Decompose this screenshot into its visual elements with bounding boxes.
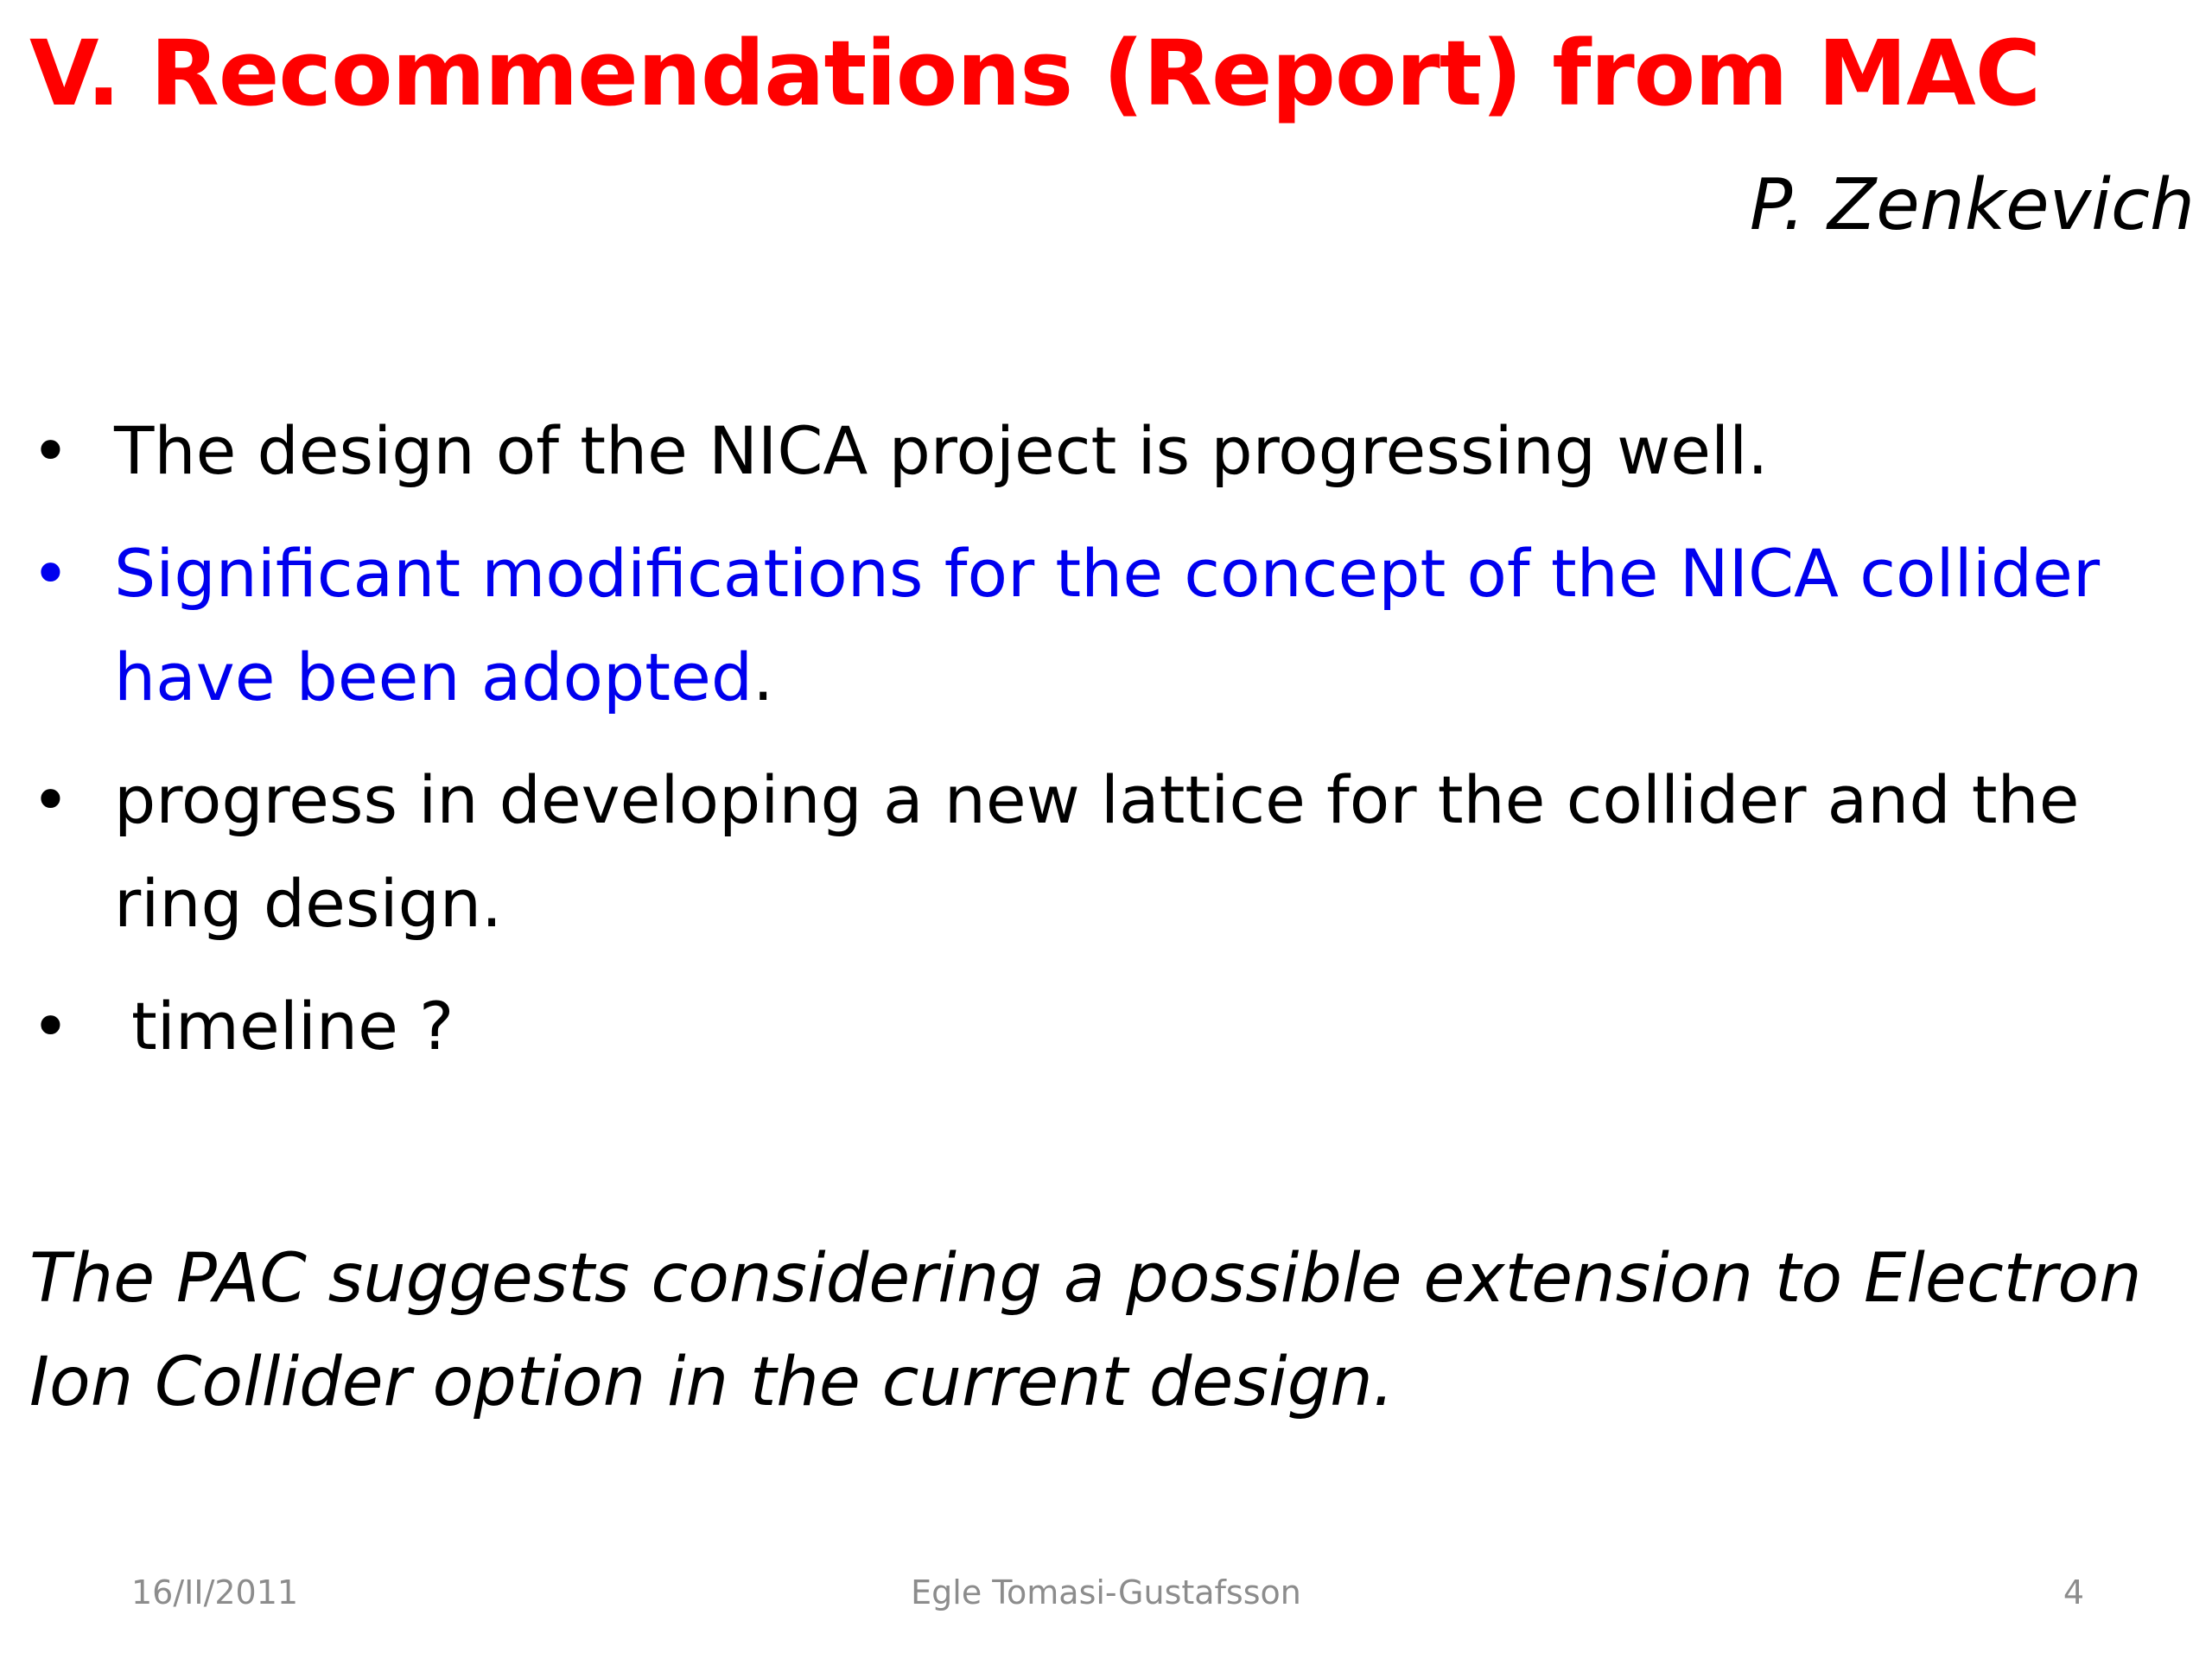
bullet-item-design-progress xyxy=(0,399,2212,503)
footer-page-number: 4 xyxy=(2063,1573,2084,1611)
bullet-marker: • xyxy=(31,988,70,1065)
bullet-item-modifications xyxy=(0,522,2212,729)
slide-author: P. Zenkevich xyxy=(1749,164,2195,246)
bullet-text-period: . xyxy=(753,639,774,715)
bullet-item-lattice-progress xyxy=(0,748,2212,956)
bullet-marker: • xyxy=(31,535,70,612)
bullet-text-highlighted: Significant modifications for the concept of the NICA collider have been adopted xyxy=(114,535,2101,715)
footer-date: 16/II/2011 xyxy=(131,1573,299,1611)
bullet-list xyxy=(0,399,2212,1097)
bullet-text: progress in developing a new lattice for the collider and the ring design. xyxy=(114,761,2080,942)
slide-title: V. Recommendations (Report) from MAC xyxy=(29,21,2041,126)
footer-author: Egle Tomasi-Gustafsson xyxy=(911,1573,1301,1611)
bullet-text: The design of the NICA project is progressing well. xyxy=(114,412,1769,489)
bullet-item-timeline xyxy=(0,975,2212,1078)
bullet-marker: • xyxy=(31,412,70,489)
bullet-marker: • xyxy=(31,761,70,838)
bullet-text: timeline ? xyxy=(131,988,454,1065)
conclusion-text: The PAC suggests considering a possible extension to Electron Ion Collider option in the current design. xyxy=(29,1240,2142,1421)
